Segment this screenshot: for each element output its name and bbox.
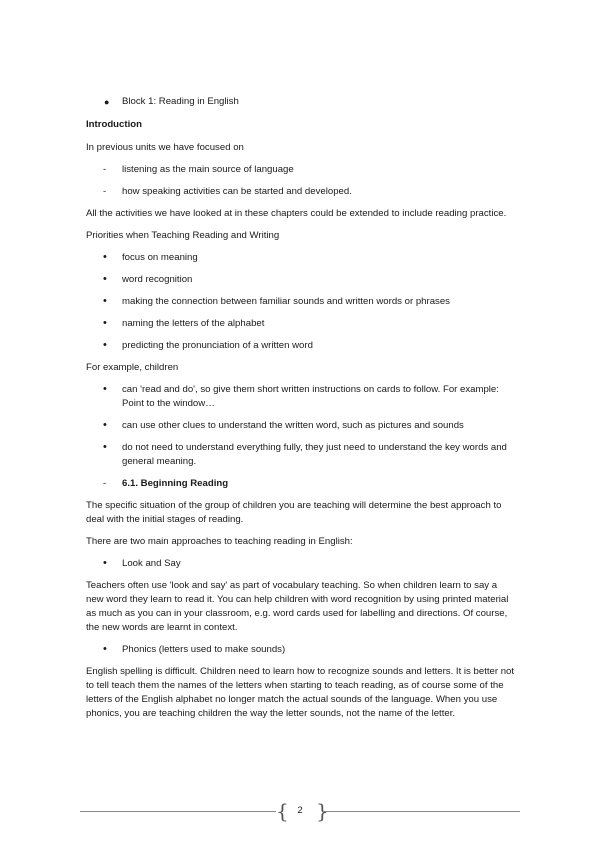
bullet-icon: • [103,419,107,431]
page-number: 2 [297,805,303,816]
right-brace-icon: } [316,799,329,823]
block-title [104,95,516,109]
list-item [86,251,516,265]
list-item-text: how speaking activities can be started and developed. [122,186,352,197]
document-body [86,95,516,729]
list-item [86,339,516,353]
activities-text: All the activities we have looked at in these chapters could be extended to include reading practice. [86,208,507,219]
situation-text: The specific situation of the group of children you are teaching will determine the best approach to deal with the initial stages of reading. [86,500,502,525]
bullet-icon: • [103,557,107,569]
list-item [86,383,516,411]
list-item-text: predicting the pronunciation of a written word [122,340,313,351]
footer-rule-left [80,811,276,812]
left-brace-icon: { [276,799,289,823]
dash-icon: - [103,164,107,175]
priorities-heading: Priorities when Teaching Reading and Writing [86,230,280,241]
bullet-icon: ● [104,97,110,107]
bullet-icon: • [103,251,107,263]
approach-2-list [86,643,516,657]
block-title-text: Block 1: Reading in English [122,96,239,107]
dash-icon: - [103,186,107,197]
look-say-text: Teachers often use 'look and say' as part of vocabulary teaching. So when children learn to say a new word they learn to read it. You can help children with word recognition by using printed material as much as you can in your classroom, e.g. word cards used for labelling and directions. Of course, the new words are learnt in context. [86,580,509,633]
bullet-icon: • [103,339,107,351]
example-list [86,383,516,469]
list-item [86,295,516,309]
list-item [86,317,516,331]
bullet-icon: • [103,383,107,395]
list-item [86,557,516,571]
list-item [86,185,516,199]
example-intro: For example, children [86,362,179,373]
list-item-text: do not need to understand everything fully, they just need to understand the key words and general meaning. [122,442,507,467]
bullet-icon: • [103,273,107,285]
list-item-text: making the connection between familiar sounds and written words or phrases [122,296,450,307]
list-item [86,273,516,287]
intro-text: In previous units we have focused on [86,142,244,153]
section-heading-text: 6.1. Beginning Reading [122,478,229,489]
list-item-text: listening as the main source of language [122,164,294,175]
list-item-text: can 'read and do', so give them short written instructions on cards to follow. For example: Point to the window… [122,384,499,409]
footer-rule-right [324,811,520,812]
list-item [86,419,516,433]
list-item [86,441,516,469]
phonics-text: English spelling is difficult. Children need to learn how to recognize sounds and letters. It is better not to tell teach them the names of the letters when starting to teach reading, as of course some of the letters of the English alphabet no longer match the actual sounds of the language. When you use phonics, you are teaching children the way the letter sounds, not the name of the letter. [86,666,515,719]
list-item-text: can use other clues to understand the written word, such as pictures and sounds [122,420,464,431]
page-footer [80,800,520,824]
section-heading [86,477,516,491]
list-item [86,163,516,177]
bullet-icon: • [103,441,107,453]
dash-icon: - [103,478,107,489]
approach-1-list [86,557,516,571]
bullet-icon: • [103,643,107,655]
bullet-icon: • [103,295,107,307]
list-item-text: focus on meaning [122,252,198,263]
list-item-text: Phonics (letters used to make sounds) [122,644,286,655]
list-item [86,643,516,657]
intro-heading: Introduction [86,119,142,130]
intro-list [86,163,516,199]
approaches-text: There are two main approaches to teaching reading in English: [86,536,353,547]
list-item-text: naming the letters of the alphabet [122,318,265,329]
list-item-text: word recognition [122,274,193,285]
list-item-text: Look and Say [122,558,181,569]
bullet-icon: • [103,317,107,329]
priorities-list [86,251,516,353]
